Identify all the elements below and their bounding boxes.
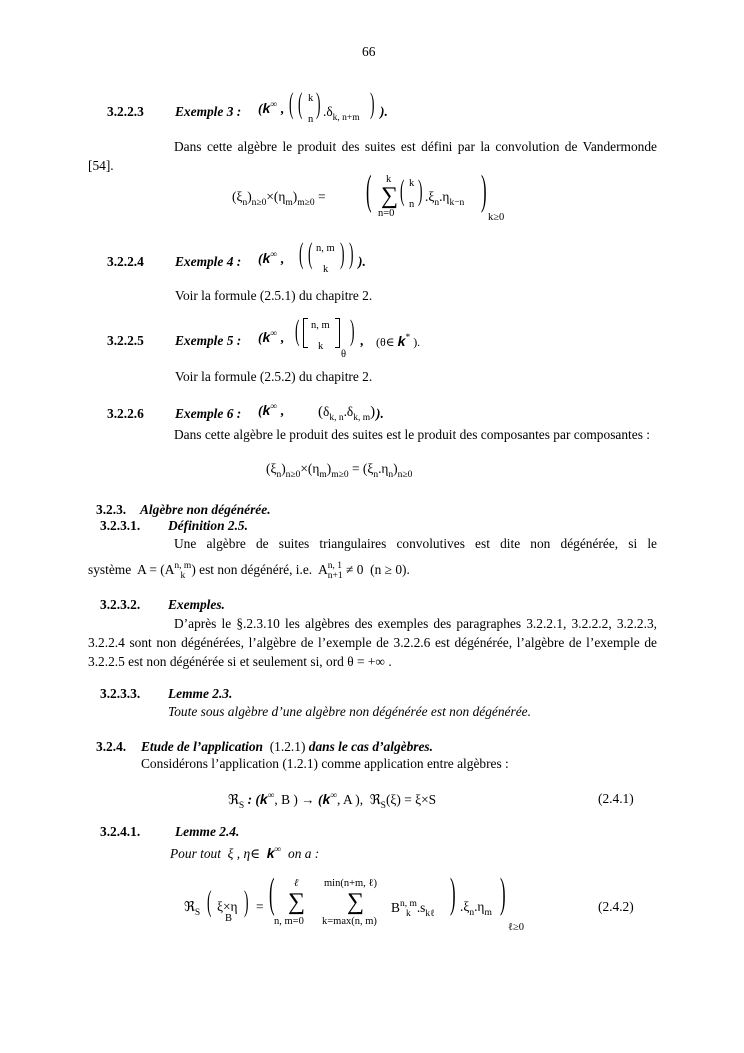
paren-right: )	[370, 87, 375, 120]
close-paren: ).	[380, 104, 388, 119]
binom-top: n, m	[316, 243, 335, 254]
paragraph: Considérons l’application (1.2.1) comme application entre algèbres :	[141, 756, 509, 771]
section-number: 3.2.2.3	[107, 104, 144, 119]
binom-top: k	[409, 178, 415, 189]
formula-tail: $.\xi_n.\eta_{k-n}$	[425, 189, 465, 208]
formula-lhs: $(\xi_n)_{n\ge 0}\times(\eta_m)_{m\ge 0}$ =	[232, 189, 326, 208]
bracket-right	[335, 318, 340, 348]
paren-right: )	[481, 168, 487, 214]
eq2-sub-B: B	[225, 913, 233, 924]
paren-left: (	[269, 871, 275, 917]
paren-left: (	[299, 237, 304, 270]
definition-line-1: Une algèbre de suites triangulaires convolutives est dite non dégénérée, si le	[174, 536, 657, 551]
equation-number: (2.4.1)	[598, 791, 634, 806]
paren-left: (	[400, 174, 405, 207]
subsection-number: 3.2.3.1.	[100, 518, 141, 533]
lemma-title: Lemme 2.3.	[168, 686, 233, 701]
sum2-lower: k=max(n, m)	[322, 916, 377, 927]
example-label: Exemple 4 :	[175, 254, 242, 269]
eq2-tail: $.\xi_n.\eta_m$	[460, 899, 492, 918]
section-title: Algèbre non dégénérée.	[140, 502, 271, 517]
section-title: Etude de l’application (1.2.1) dans le cas d’algèbres.	[141, 739, 433, 754]
example-label: Exemple 5 :	[175, 333, 242, 348]
paragraph: Dans cette algèbre le produit des suites est défini par la convolution de Vandermonde [54].	[88, 139, 657, 173]
eq2-equals: =	[256, 899, 264, 914]
paren-left: (	[289, 87, 294, 120]
binom-bottom: n	[409, 199, 415, 210]
example-label: Exemple 6 :	[175, 406, 242, 421]
bracket-left	[303, 318, 308, 348]
eq2-arg: ξ×η	[217, 899, 238, 914]
section-number: 3.2.4.	[96, 739, 127, 754]
paren-left: (	[366, 168, 372, 214]
definition-title: Définition 2.5.	[168, 518, 248, 533]
subsection-number: 3.2.3.2.	[100, 597, 141, 612]
subsection-number: 3.2.3.3.	[100, 686, 141, 701]
close-paren: ).	[358, 254, 366, 269]
paragraph: Voir la formule (2.5.1) du chapitre 2.	[175, 288, 373, 303]
example-label: Exemple 3 :	[175, 104, 242, 119]
page-number: 66	[362, 44, 376, 59]
paragraph: D’après le §.2.3.10 les algèbres des exemples des paragraphes 3.2.2.1, 3.2.2.2, 3.2.2.3, 3.2.2.4 sont non dégénérées, l’algèbre de l’exemple de 3.2.2.6 est dégénérée, l’algèbre de l’exemple de 3.2.2.5 est non dégénérée si et seulement si, ord θ = +∞ .	[88, 616, 657, 669]
delta-term: $.\delta_{k, n+m}$	[323, 104, 360, 123]
lemma-title: Lemme 2.4.	[175, 824, 240, 839]
outer-subscript: k≥0	[488, 212, 505, 223]
paragraph: Dans cette algèbre le produit des suites est le produit des composantes par composantes :	[174, 427, 650, 442]
section-number: 3.2.2.5	[107, 333, 144, 348]
paren-right: )	[340, 237, 345, 270]
binom-top: n, m	[311, 320, 330, 331]
paren-right: )	[350, 314, 355, 347]
binom-bottom: k	[318, 341, 324, 352]
eq2-lhs: ℜ$_S$	[184, 899, 201, 918]
paren-right: )	[316, 87, 321, 120]
example-expression: (k∞ ,	[258, 100, 284, 116]
sum-lower: n=0	[378, 208, 395, 219]
binom-top: k	[308, 93, 314, 104]
paren-left: (	[207, 885, 212, 918]
theta-condition: (θ∈ k* ).	[376, 333, 421, 349]
eq2-Bterm: Bn, m k $.s_{k\ell}$	[391, 899, 435, 920]
delta-product: $(\delta_{k, n}.\delta_{k, m})$	[318, 404, 376, 423]
example-expression: (k∞ ,	[258, 329, 284, 345]
sum2-upper: min(n+m, ℓ)	[324, 878, 377, 889]
paren-right: )	[349, 237, 354, 270]
lemma-text: Toute sous algèbre d’une algèbre non dégénérée est non dégénérée.	[168, 704, 531, 719]
examples-title: Exemples.	[168, 597, 225, 612]
sum-symbol: ∑	[347, 889, 365, 915]
example-expression: (k∞ ,	[258, 402, 284, 418]
sum1-upper: ℓ	[294, 878, 299, 889]
paren-left: (	[308, 237, 313, 270]
binom-bottom: k	[323, 264, 329, 275]
definition-line-2: système A = (An, m k ) est non dégénéré, i.e. An, 1 n+1 ≠ 0 (n ≥ 0).	[88, 561, 410, 581]
paren-right: )	[418, 174, 423, 207]
sum-symbol: ∑	[288, 889, 306, 915]
example-expression: (k∞ ,	[258, 250, 284, 266]
comma: ,	[360, 333, 364, 348]
section-number: 3.2.2.4	[107, 254, 144, 269]
sum1-lower: n, m=0	[274, 916, 304, 927]
section-number: 3.2.3.	[96, 502, 127, 517]
close-paren: ).	[376, 406, 384, 421]
paragraph: Voir la formule (2.5.2) du chapitre 2.	[175, 369, 373, 384]
paren-left: (	[298, 87, 303, 120]
theta-subscript: θ	[341, 349, 347, 360]
section-number: 3.2.2.6	[107, 406, 144, 421]
paren-right: )	[244, 885, 249, 918]
formula-componentwise: $(\xi_n)_{n\ge 0}\times(\eta_m)_{m\ge 0} = (\xi_n.\eta_n)_{n\ge 0}$	[266, 461, 413, 480]
lemma-statement: Pour tout ξ , η∈ k∞ on a :	[170, 845, 320, 861]
binom-bottom: n	[308, 114, 314, 125]
equation-2-4-1: ℜ$_S$ : (k∞, B ) → (k∞, A ), ℜ$_S$(ξ) = ξ×S	[228, 791, 437, 811]
eq2-outer-sub: ℓ≥0	[508, 922, 525, 933]
subsection-number: 3.2.4.1.	[100, 824, 141, 839]
paren-right: )	[450, 871, 456, 917]
equation-number: (2.4.2)	[598, 899, 634, 914]
paren-left: (	[295, 314, 300, 347]
paren-right: )	[500, 871, 506, 917]
sum-symbol: ∑	[381, 183, 399, 209]
sum-upper: k	[386, 174, 392, 185]
